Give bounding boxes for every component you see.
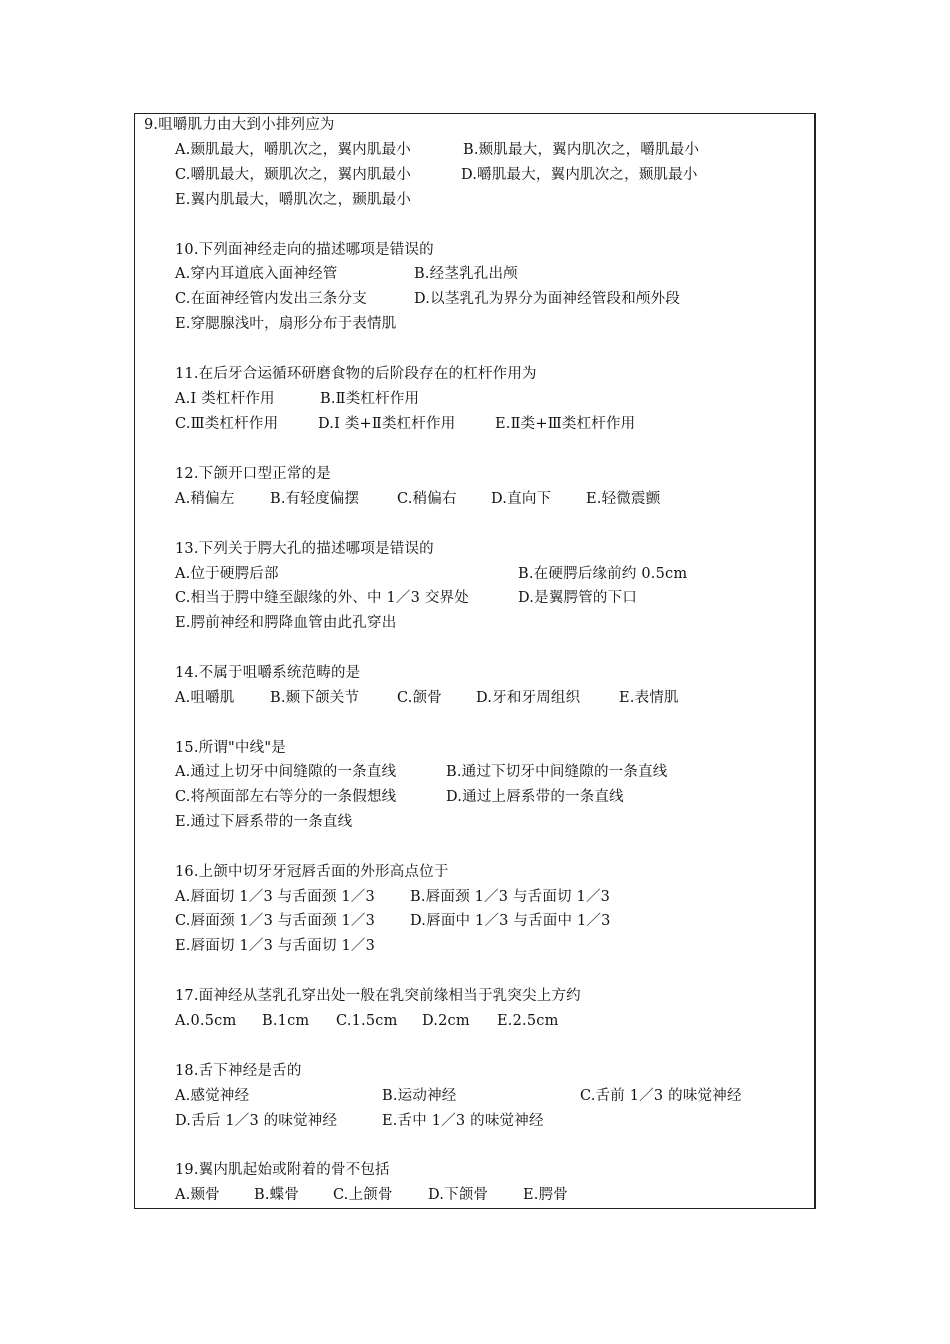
- question-stem: 17.面神经从茎乳孔穿出处一般在乳突前缘相当于乳突尖上方约: [175, 988, 581, 1004]
- question-stem: 12.下颌开口型正常的是: [175, 466, 331, 482]
- question-stem: 15.所谓"中线"是: [175, 740, 286, 756]
- question-stem: 10.下列面神经走向的描述哪项是错误的: [175, 242, 434, 258]
- answer-option: A.位于硬腭后部: [175, 566, 279, 582]
- answer-option: D.嚼肌最大，翼内肌次之，颞肌最小: [461, 167, 698, 183]
- answer-option: B.颞下颌关节: [270, 690, 360, 706]
- answer-option: B.通过下切牙中间缝隙的一条直线: [446, 764, 668, 780]
- answer-option: C.稍偏右: [397, 491, 457, 507]
- answer-option: B.蝶骨: [254, 1187, 300, 1203]
- answer-option: E.Ⅱ类+Ⅲ类杠杆作用: [495, 416, 636, 432]
- answer-option: A.颞骨: [175, 1187, 220, 1203]
- answer-option: C.嚼肌最大，颞肌次之，翼内肌最小: [175, 167, 412, 183]
- answer-option: A.颞肌最大，嚼肌次之，翼内肌最小: [175, 142, 411, 158]
- answer-option: B.在硬腭后缘前约 0.5cm: [518, 566, 688, 582]
- question-stem: 19.翼内肌起始或附着的骨不包括: [175, 1162, 390, 1178]
- answer-option: D.以茎乳孔为界分为面神经管段和颅外段: [414, 291, 681, 307]
- answer-option: E.舌中 1／3 的味觉神经: [382, 1113, 544, 1129]
- answer-option: C.相当于腭中缝至龈缘的外、中 1／3 交界处: [175, 590, 469, 606]
- answer-option: E.表情肌: [619, 690, 679, 706]
- answer-option: A.感觉神经: [175, 1088, 250, 1104]
- answer-option: B.1cm: [262, 1013, 310, 1029]
- answer-option: D.牙和牙周组织: [476, 690, 581, 706]
- answer-option: C.1.5cm: [336, 1013, 398, 1029]
- answer-option: B.经茎乳孔出颅: [414, 266, 518, 282]
- answer-option: A.I 类杠杆作用: [175, 391, 275, 407]
- answer-option: C.在面神经管内发出三条分支: [175, 291, 367, 307]
- question-stem: 13.下列关于腭大孔的描述哪项是错误的: [175, 541, 434, 557]
- question-stem: 9.咀嚼肌力由大到小排列应为: [144, 117, 335, 133]
- answer-option: C.唇面颈 1／3 与舌面颈 1／3: [175, 913, 376, 929]
- question-stem: 16.上颌中切牙牙冠唇舌面的外形高点位于: [175, 864, 449, 880]
- answer-option: D.唇面中 1／3 与舌面中 1／3: [410, 913, 611, 929]
- answer-option: E.翼内肌最大，嚼肌次之，颞肌最小: [175, 192, 412, 208]
- answer-option: A.稍偏左: [175, 491, 235, 507]
- answer-option: E.穿腮腺浅叶，扇形分布于表情肌: [175, 316, 397, 332]
- answer-option: E.唇面切 1／3 与舌面切 1／3: [175, 938, 376, 954]
- answer-option: D.I 类+Ⅱ类杠杆作用: [318, 416, 456, 432]
- answer-option: E.通过下唇系带的一条直线: [175, 814, 353, 830]
- answer-option: A.0.5cm: [175, 1013, 237, 1029]
- question-stem: 18.舌下神经是舌的: [175, 1063, 302, 1079]
- answer-option: B.Ⅱ类杠杆作用: [320, 391, 420, 407]
- answer-option: B.有轻度偏摆: [270, 491, 360, 507]
- answer-option: C.颌骨: [397, 690, 442, 706]
- answer-option: C.将颅面部左右等分的一条假想线: [175, 789, 397, 805]
- answer-option: D.是翼腭管的下口: [518, 590, 638, 606]
- answer-option: C.上颌骨: [333, 1187, 393, 1203]
- question-stem: 14.不属于咀嚼系统范畴的是: [175, 665, 361, 681]
- answer-option: B.运动神经: [382, 1088, 457, 1104]
- answer-option: D.下颌骨: [428, 1187, 489, 1203]
- question-stem: 11.在后牙合运循环研磨食物的后阶段存在的杠杆作用为: [175, 366, 537, 382]
- answer-option: B.颞肌最大，翼内肌次之，嚼肌最小: [463, 142, 700, 158]
- answer-option: E.轻微震颤: [586, 491, 661, 507]
- answer-option: E.2.5cm: [497, 1013, 559, 1029]
- answer-option: D.通过上唇系带的一条直线: [446, 789, 624, 805]
- answer-option: E.腭骨: [523, 1187, 568, 1203]
- answer-option: D.2cm: [422, 1013, 470, 1029]
- answer-option: B.唇面颈 1／3 与舌面切 1／3: [410, 889, 611, 905]
- answer-option: E.腭前神经和腭降血管由此孔穿出: [175, 615, 397, 631]
- answer-option: D.舌后 1／3 的味觉神经: [175, 1113, 338, 1129]
- answer-option: C.舌前 1／3 的味觉神经: [580, 1088, 742, 1104]
- answer-option: A.唇面切 1／3 与舌面颈 1／3: [175, 889, 375, 905]
- answer-option: C.Ⅲ类杠杆作用: [175, 416, 279, 432]
- answer-option: A.通过上切牙中间缝隙的一条直线: [175, 764, 397, 780]
- answer-option: A.穿内耳道底入面神经管: [175, 266, 338, 282]
- answer-option: A.咀嚼肌: [175, 690, 235, 706]
- answer-option: D.直向下: [491, 491, 552, 507]
